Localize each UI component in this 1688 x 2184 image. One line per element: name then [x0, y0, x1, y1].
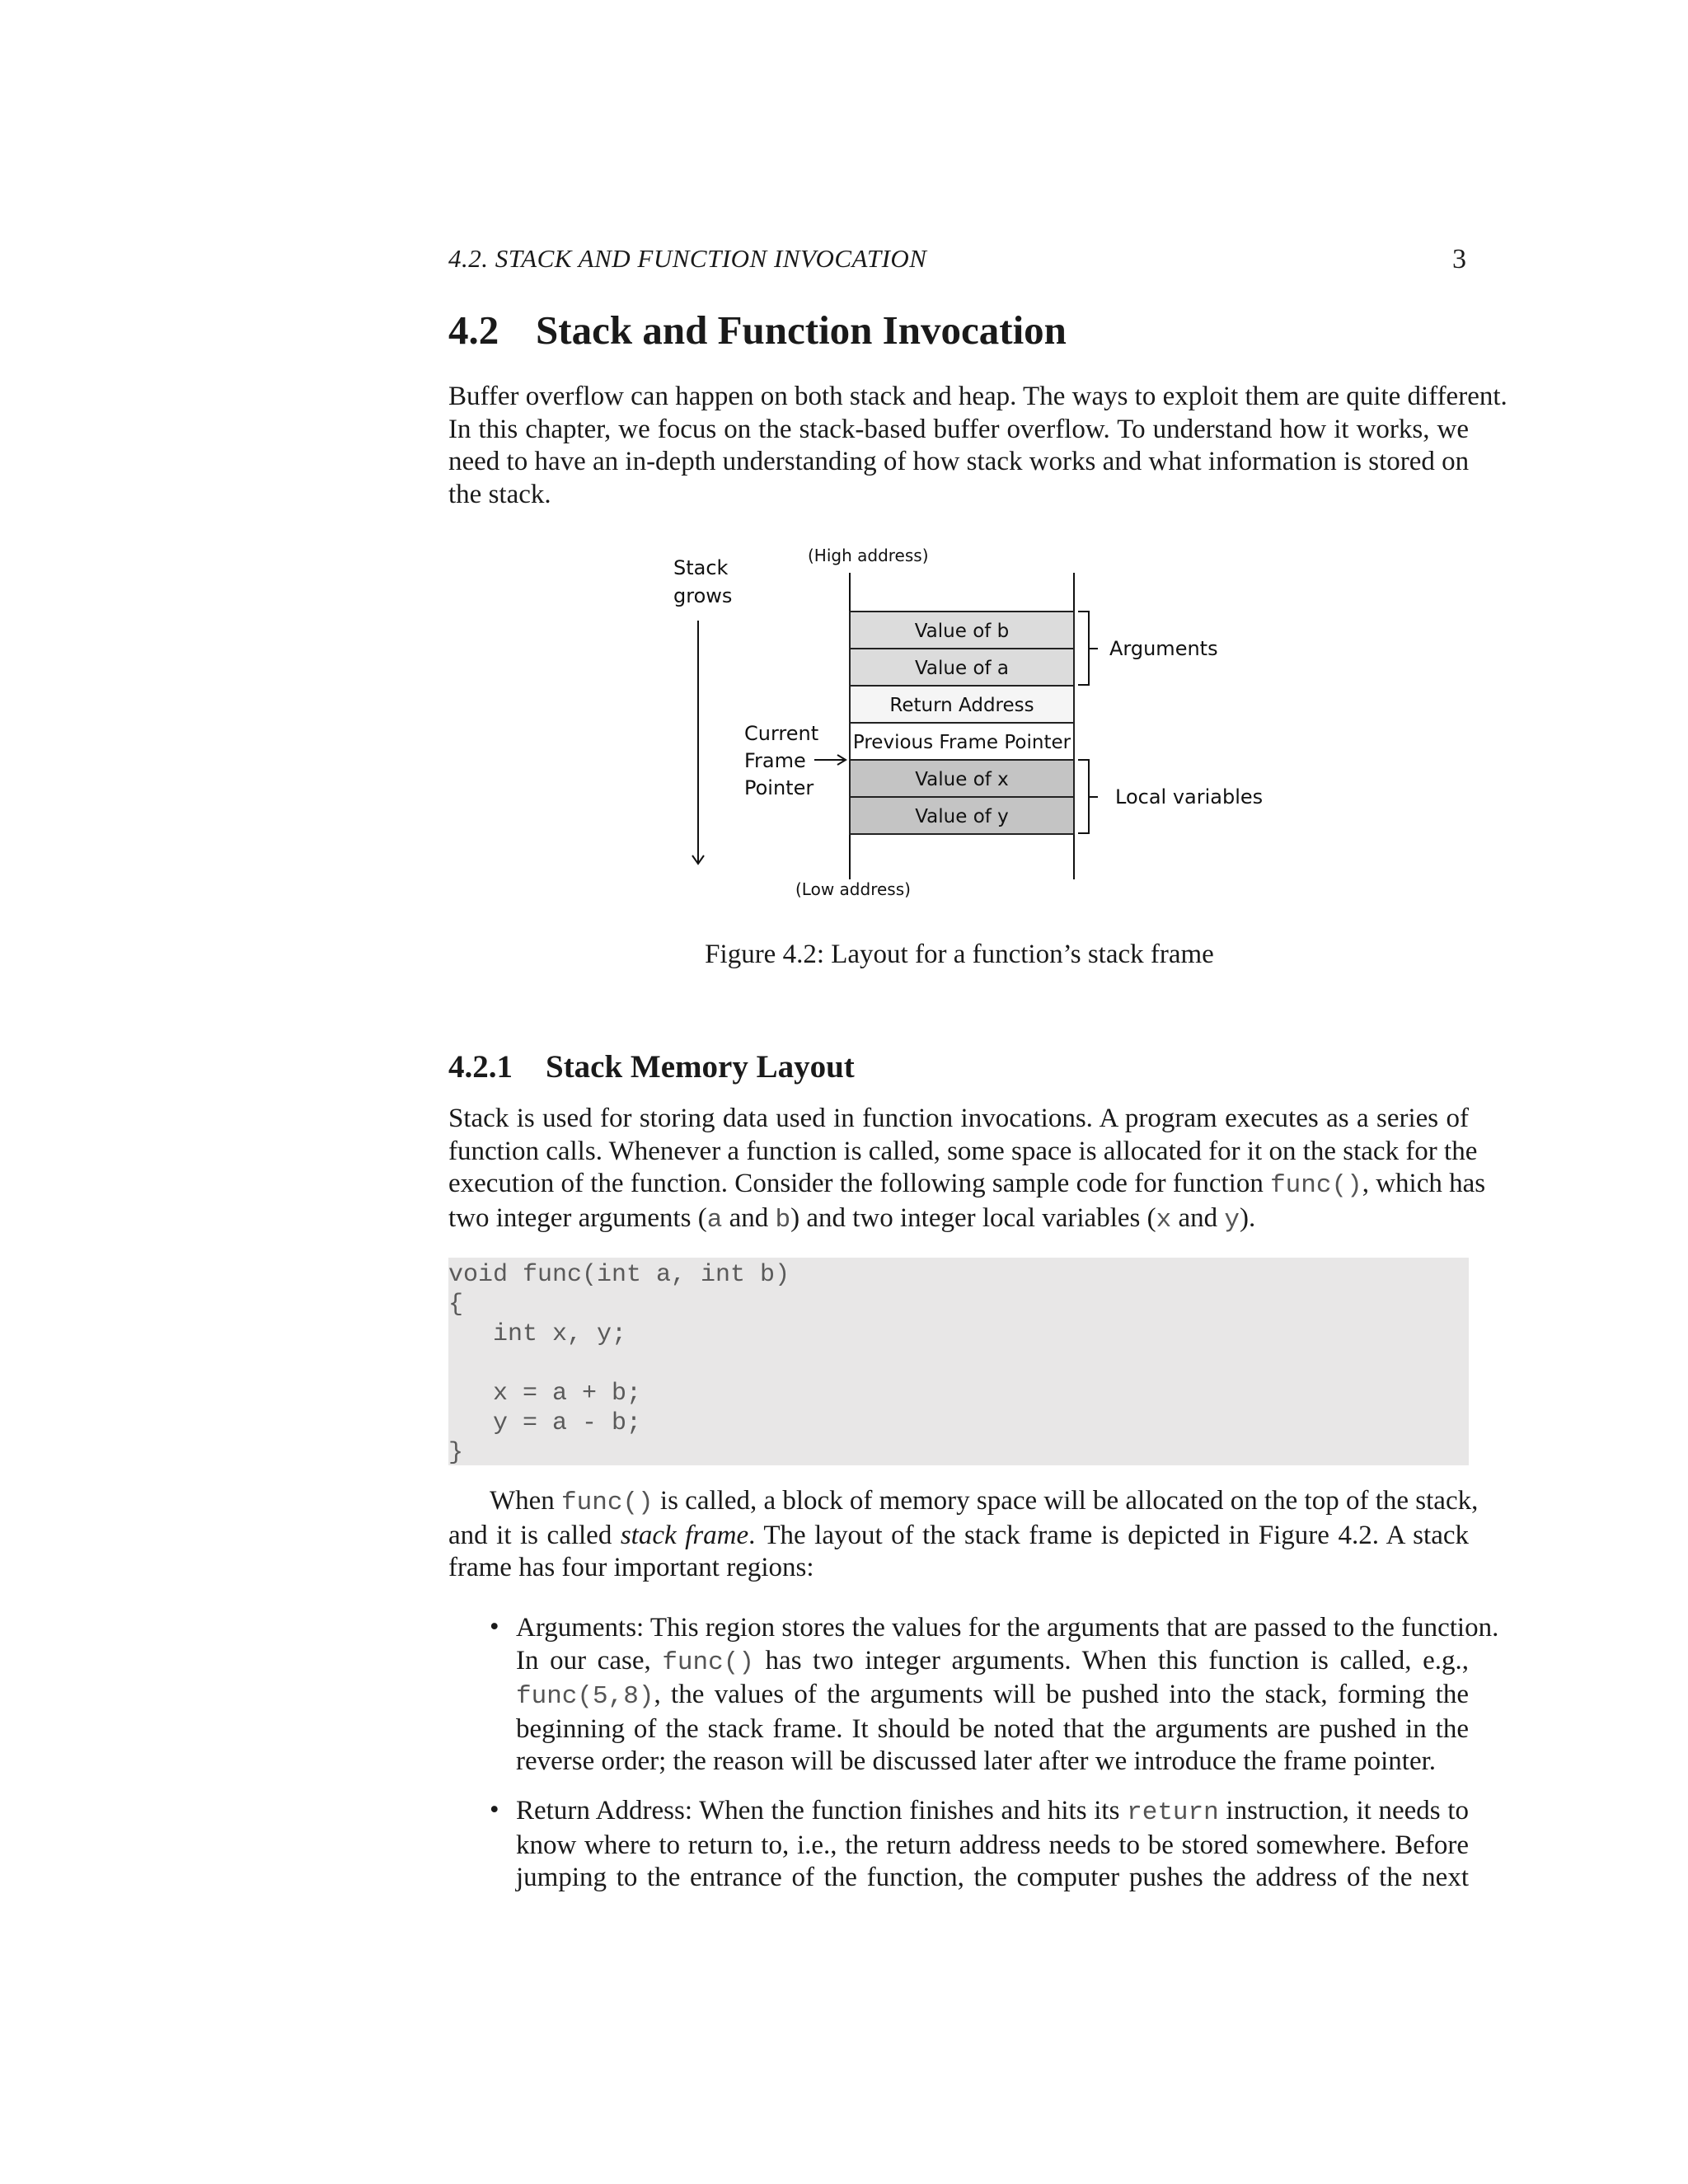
paragraph-line: jumping to the entrance of the function, the computer pushes the address of the next — [516, 1863, 1469, 1892]
inline-code: x — [1156, 1205, 1172, 1235]
intro-line: In this chapter, we focus on the stack-based buffer overflow. To understand how it works, we — [448, 414, 1469, 444]
figure-caption: Figure 4.2: Layout for a function’s stack frame — [705, 940, 1214, 969]
intro-line: Buffer overflow can happen on both stack and heap. The ways to exploit them are quite different. — [448, 382, 1507, 411]
paragraph-line — [448, 1520, 1469, 1553]
bullet-item — [516, 1795, 1469, 1895]
paragraph-line — [448, 1168, 1486, 1202]
paragraph — [448, 1485, 1479, 1585]
paragraph-line: beginning of the stack frame. It should be noted that the arguments are pushed in the — [516, 1713, 1469, 1744]
intro-paragraph — [448, 381, 1507, 511]
stack-cell-label: Value of x — [915, 769, 1009, 790]
stack-cell-label: Previous Frame Pointer — [852, 732, 1071, 753]
text: ). — [1239, 1202, 1256, 1233]
text: Return Address: When the function finishes and hits its — [516, 1796, 1128, 1825]
text: and — [1171, 1202, 1225, 1233]
running-header-title: 4.2. STACK AND FUNCTION INVOCATION — [448, 244, 927, 273]
low-address-label: (Low address) — [795, 879, 911, 899]
text: , the values of the arguments will be pushed into the stack, forming the — [654, 1680, 1469, 1709]
subsection-number: 4.2.1 — [448, 1049, 513, 1085]
inline-code: b — [775, 1205, 791, 1235]
paragraph-line — [516, 1645, 1469, 1680]
subsection-heading — [448, 1048, 855, 1085]
section-title: Stack and Function Invocation — [536, 307, 1067, 353]
inline-code: func() — [1270, 1171, 1362, 1200]
page-number: 3 — [1452, 244, 1466, 274]
section-heading — [448, 307, 1067, 354]
stack-cell-label: Value of b — [914, 621, 1010, 642]
stack-grows-label: Stack — [673, 556, 729, 579]
code-text: void func(int a, int b) { int x, y; x = a + b; y = a - b; } — [448, 1261, 790, 1467]
paragraph-line: frame has four important regions: — [448, 1553, 814, 1582]
text: When — [490, 1486, 562, 1516]
stack-cell-label: Value of y — [915, 806, 1009, 827]
paragraph-line — [448, 1202, 1469, 1237]
text: , which has — [1362, 1169, 1486, 1198]
emphasis: stack frame — [620, 1520, 749, 1550]
intro-line: the stack. — [448, 479, 551, 509]
text: instruction, it needs to — [1218, 1796, 1470, 1825]
text: and — [722, 1202, 776, 1233]
paragraph-line — [516, 1795, 1469, 1830]
inline-code: return — [1127, 1798, 1219, 1827]
high-address-label: (High address) — [808, 546, 929, 565]
bullet-item — [516, 1612, 1499, 1779]
paragraph-line: function calls. Whenever a function is called, some space is allocated for it on the stack for the — [448, 1136, 1478, 1166]
text: and it is called — [448, 1520, 621, 1550]
paragraph-line — [448, 1485, 1479, 1520]
frame-pointer-label: Frame — [744, 749, 806, 772]
frame-pointer-label: Current — [744, 722, 819, 745]
inline-code: func() — [561, 1488, 654, 1517]
inline-code: func(5,8) — [516, 1682, 654, 1711]
intro-line: need to have an in-depth understanding of how stack works and what information is stored on — [448, 447, 1470, 476]
text: ) and two integer local variables ( — [790, 1202, 1156, 1233]
local-variables-bracket — [1078, 760, 1089, 833]
text: In our case, — [516, 1645, 663, 1675]
inline-code: a — [706, 1205, 723, 1235]
arguments-label: Arguments — [1109, 637, 1218, 660]
text: two integer arguments ( — [448, 1202, 707, 1233]
stack-grows-label: grows — [673, 584, 733, 607]
local-variables-label: Local variables — [1115, 785, 1264, 808]
paragraph-line: Arguments: This region stores the values for the arguments that are passed to the function. — [516, 1613, 1499, 1643]
paragraph-line: Stack is used for storing data used in function invocations. A program executes as a series of — [448, 1104, 1469, 1133]
bullet-marker: • — [490, 1795, 499, 1825]
inline-code: func() — [662, 1647, 754, 1677]
stack-frame-diagram — [659, 540, 1286, 902]
arguments-bracket — [1078, 612, 1089, 685]
paragraph-line: reverse order; the reason will be discussed later after we introduce the frame pointer. — [516, 1746, 1437, 1776]
subsection-title: Stack Memory Layout — [546, 1049, 855, 1085]
paragraph-line: know where to return to, i.e., the return address needs to be stored somewhere. Before — [516, 1830, 1469, 1860]
bullet-marker: • — [490, 1612, 499, 1642]
section-number: 4.2 — [448, 307, 499, 353]
inline-code: y — [1224, 1205, 1240, 1235]
stack-cell-label: Value of a — [914, 658, 1010, 679]
code-listing — [448, 1258, 1469, 1465]
text: . The layout of the stack frame is depicted in Figure 4.2. A stack — [748, 1520, 1469, 1550]
text: is called, a block of memory space will be allocated on the top of the stack, — [653, 1486, 1479, 1516]
paragraph-line — [516, 1679, 1469, 1713]
stack-cell-label: Return Address — [889, 695, 1034, 716]
frame-pointer-label: Pointer — [744, 776, 814, 799]
text: has two integer arguments. When this function is called, e.g., — [753, 1645, 1469, 1675]
text: execution of the function. Consider the following sample code for function — [448, 1169, 1271, 1198]
paragraph — [448, 1103, 1486, 1236]
